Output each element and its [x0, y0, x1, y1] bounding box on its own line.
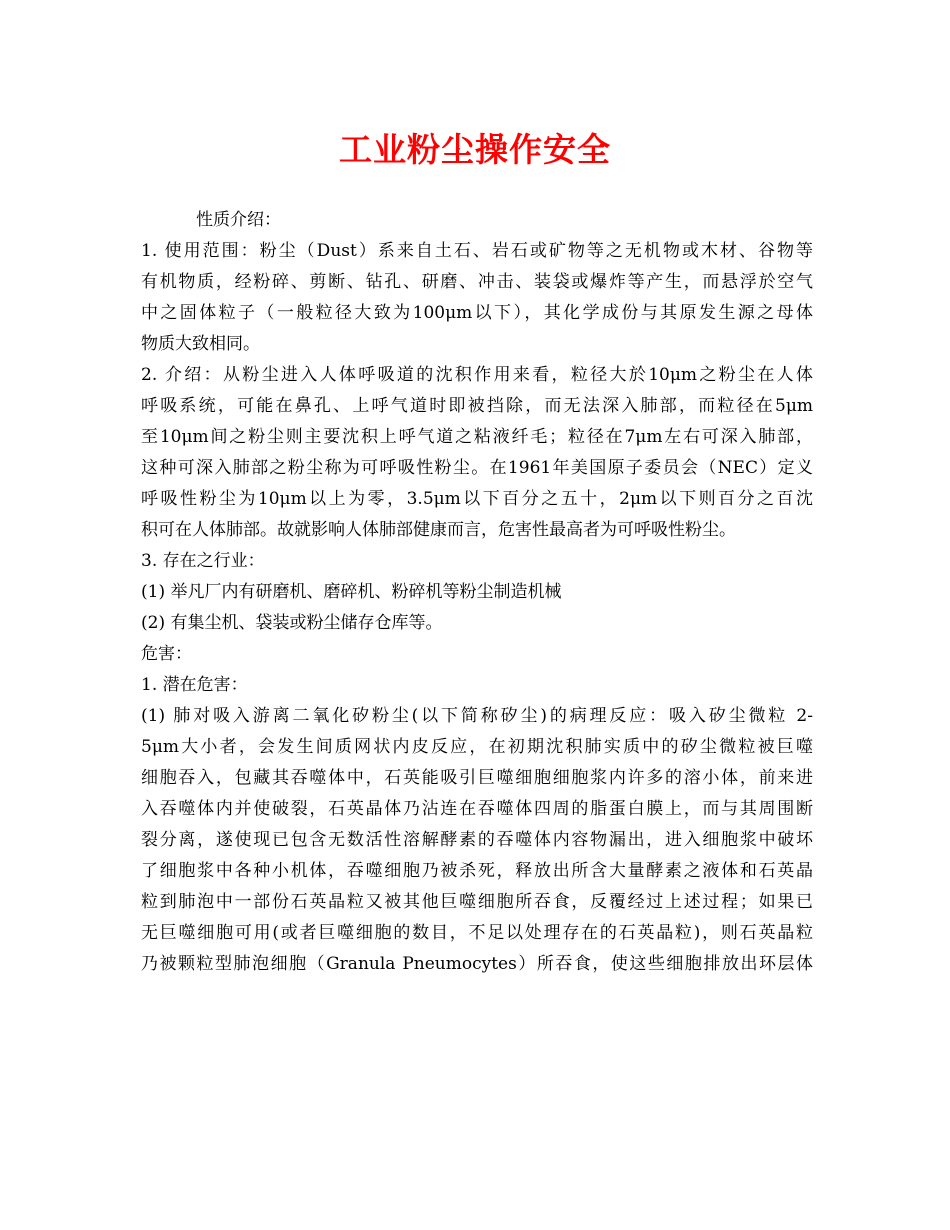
list-item: (1) 举凡厂内有研磨机、磨碎机、粉碎机等粉尘制造机械 — [141, 582, 562, 602]
list-item: (2) 有集尘机、袋装或粉尘储存仓库等。 — [141, 613, 443, 633]
list-heading: 3. 存在之行业： — [141, 551, 265, 571]
paragraph-line: 乃被颗粒型肺泡细胞（Granula Pneumocytes）所吞食，使这些细胞排放出环层体 — [141, 954, 813, 974]
paragraph-line: 至10μm间之粉尘则主要沈积上呼气道之粘液纤毛；粒径在7μm左右可深入肺部， — [141, 427, 813, 447]
paragraph-line: 物质大致相同。 — [141, 334, 260, 354]
paragraph-line: 2. 介绍：从粉尘进入人体呼吸道的沈积作用来看，粒径大於10μm之粉尘在人体 — [141, 365, 813, 385]
paragraph-line: 中之固体粒子（一般粒径大致为100μm以下），其化学成份与其原发生源之母体 — [141, 303, 813, 323]
paragraph-line: 呼吸系统，可能在鼻孔、上呼气道时即被挡除，而无法深入肺部，而粒径在5μm — [141, 396, 813, 416]
section-heading: 性质介绍： — [196, 210, 281, 230]
paragraph-line: 积可在人体肺部。故就影响人体肺部健康而言，危害性最高者为可呼吸性粉尘。 — [141, 520, 736, 540]
paragraph-line: 1. 使用范围：粉尘（Dust）系来自土石、岩石或矿物等之无机物或木材、谷物等 — [141, 241, 813, 261]
paragraph-line: 裂分离，遂使现已包含无数活性溶解酵素的吞噬体内容物漏出，进入细胞浆中破坏 — [141, 830, 813, 850]
paragraph-line: 这种可深入肺部之粉尘称为可呼吸性粉尘。在1961年美国原子委员会（NEC）定义 — [141, 458, 813, 478]
paragraph-line: 5μm大小者，会发生间质网状内皮反应，在初期沈积肺实质中的矽尘微粒被巨噬 — [141, 737, 813, 757]
paragraph-line: 入吞噬体内并使破裂，石英晶体乃沾连在吞噬体四周的脂蛋白膜上，而与其周围断 — [141, 799, 813, 819]
document-title: 工业粉尘操作安全 — [339, 130, 611, 169]
section-heading: 危害： — [141, 644, 192, 664]
list-heading: 1. 潜在危害： — [141, 675, 248, 695]
paragraph-line: 粒到肺泡中一部份石英晶粒又被其他巨噬细胞所吞食，反覆经过上述过程；如果已 — [141, 892, 813, 912]
paragraph-line: 无巨噬细胞可用(或者巨噬细胞的数目，不足以处理存在的石英晶粒)，则石英晶粒 — [141, 923, 813, 943]
paragraph-line: (1) 肺对吸入游离二氧化矽粉尘(以下简称矽尘)的病理反应：吸入矽尘微粒 2- — [141, 706, 813, 726]
paragraph-line: 了细胞浆中各种小机体，吞噬细胞乃被杀死，释放出所含大量酵素之液体和石英晶 — [141, 861, 813, 881]
paragraph-line: 有机物质，经粉碎、剪断、钻孔、研磨、冲击、装袋或爆炸等产生，而悬浮於空气 — [141, 272, 813, 292]
document-body — [141, 205, 813, 980]
paragraph-line: 呼吸性粉尘为10μm以上为零，3.5μm以下百分之五十，2μm以下则百分之百沈 — [141, 489, 813, 509]
paragraph-line: 细胞吞入，包藏其吞噬体中，石英能吸引巨噬细胞细胞浆内许多的溶小体，前来进 — [141, 768, 813, 788]
